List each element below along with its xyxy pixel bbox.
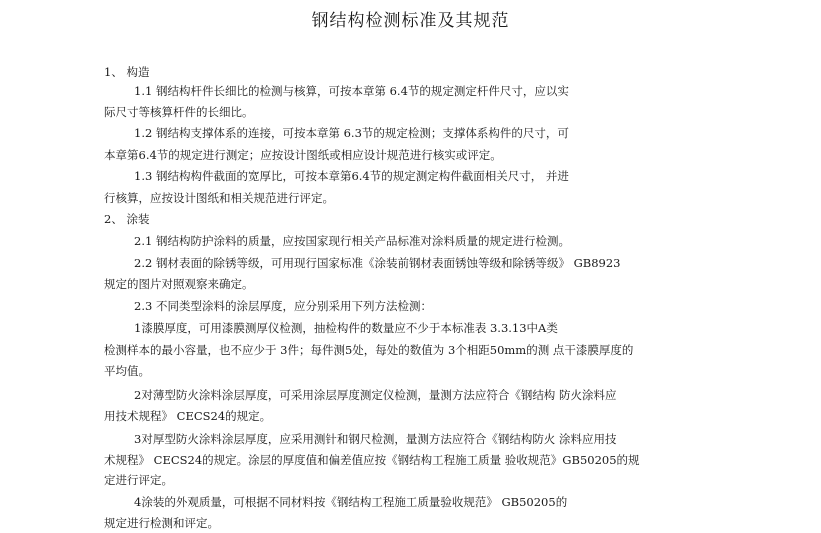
paragraph-line: 2对薄型防火涂料涂层厚度，可采用涂层厚度测定仪检测，量测方法应符合《钢结构 防火涂料应 — [134, 388, 617, 402]
section-heading: 1、 构造 — [104, 65, 150, 79]
paragraph-line: 2.3 不同类型涂料的涂层厚度，应分别采用下列方法检测： — [134, 299, 432, 313]
paragraph-line: 平均值。 — [104, 364, 150, 378]
paragraph-line: 规定的图片对照观察来确定。 — [104, 277, 254, 291]
paragraph-line: 4涂装的外观质量，可根据不同材料按《钢结构工程施工质量验收规范》 GB50205的 — [134, 495, 568, 509]
paragraph-line: 1漆膜厚度，可用漆膜测厚仪检测，抽检构件的数量应不少于本标准表 3.3.13中A类 — [134, 321, 558, 335]
paragraph-line: 1.1 钢结构杆件长细比的检测与核算，可按本章第 6.4节的规定测定杆件尺寸，应以实 — [134, 84, 569, 98]
paragraph-line: 用技术规程》 CECS24的规定。 — [104, 409, 272, 423]
paragraph-line: 行核算，应按设计图纸和相关规范进行评定。 — [104, 191, 334, 205]
paragraph-line: 际尺寸等核算杆件的长细比。 — [104, 105, 254, 119]
paragraph-line: 本章第6.4节的规定进行测定；应按设计图纸或相应设计规范进行核实或评定。 — [104, 148, 502, 162]
paragraph-line: 1.2 钢结构支撑体系的连接，可按本章第 6.3节的规定检测；支撑体系构件的尺寸，可 — [134, 126, 569, 140]
paragraph-line: 3对厚型防火涂料涂层厚度，应采用测针和钢尺检测，量测方法应符合《钢结构防火 涂料应用技 — [134, 432, 617, 446]
paragraph-line: 规定进行检测和评定。 — [104, 516, 219, 530]
paragraph-line: 2.2 钢材表面的除锈等级，可用现行国家标准《涂装前钢材表面锈蚀等级和除锈等级》 GB8923 — [134, 256, 621, 270]
paragraph-line: 1.3 钢结构构件截面的宽厚比，可按本章第6.4节的规定测定构件截面相关尺寸， 并进 — [134, 169, 569, 183]
paragraph-line: 定进行评定。 — [104, 473, 173, 487]
paragraph-line: 2.1 钢结构防护涂料的质量，应按国家现行相关产品标准对涂料质量的规定进行检测。 — [134, 234, 570, 248]
paragraph-line: 检测样本的最小容量，也不应少于 3件；每件测5处，每处的数值为 3个相距50mm的测 点干漆膜厚度的 — [104, 343, 634, 357]
paragraph-line: 术规程》 CECS24的规定。涂层的厚度值和偏差值应按《钢结构工程施工质量 验收规范》GB50205的规 — [104, 453, 640, 467]
document-title: 钢结构检测标准及其规范 — [311, 11, 510, 31]
section-heading: 2、 涂装 — [104, 212, 150, 226]
